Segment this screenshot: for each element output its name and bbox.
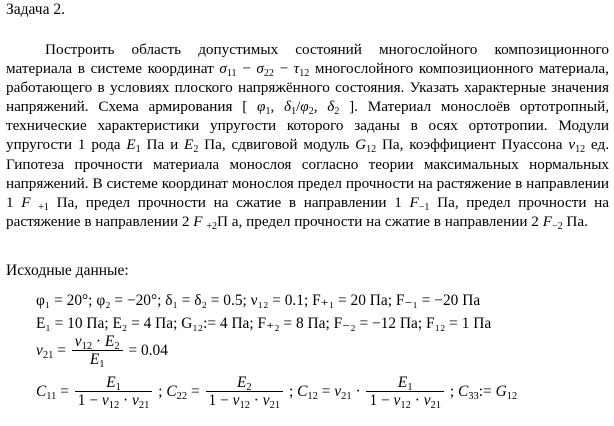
- value-e2: E₂ = 4 Па;: [112, 315, 178, 332]
- value-fm1: F₋₁ = −20 Па: [395, 292, 481, 309]
- value-g12: G₁₂:= 4 Па;: [181, 315, 254, 332]
- value-fp1: F₊₁ = 20 Па;: [312, 292, 392, 309]
- value-f12: F₁₂ = 1 Па: [426, 315, 492, 332]
- value-fm2: F₋₂ = −12 Па;: [333, 315, 423, 332]
- c22-fraction: $\frac{E_2}{1 - \nu_{12} \cdot \nu_{21}}$: [206, 374, 284, 410]
- stiffness-formulas: $C_{11}$ = $\frac{E_1}{1 - \nu_{12} \cdot \nu_{21}}$ ; $C_{22}$ = $\frac{E_2}{1 - \nu_{12} \cdot \nu_{21}}$ ; $C_{12} = \nu_{21}$ · $\frac{E_1}{1 - \nu_{12} \cdot \nu_{21}}$ ; $C_{33}:= G_{12}$: [36, 374, 518, 411]
- value-e1: E₁ = 10 Па;: [36, 315, 109, 332]
- c12-fraction: $\frac{E_1}{1 - \nu_{12} \cdot \nu_{21}}$: [366, 374, 444, 410]
- value-fp2: F₊₂ = 8 Па;: [257, 315, 330, 332]
- nu21-result: = 0.04: [128, 342, 168, 359]
- value-phi2: φ₂ = −20°;: [96, 292, 162, 309]
- nu21-fraction: $\frac{\nu_{12} \cdot E_2}{E_1}$: [72, 333, 123, 369]
- value-delta: δ₁ = δ₂ = 0.5;: [165, 292, 247, 309]
- given-values-row-2: [36, 314, 491, 333]
- value-nu12: ν₁₂ = 0.1;: [250, 292, 309, 309]
- value-phi1: φ₁ = 20°;: [36, 292, 93, 309]
- task-statement: Построить область допустимых состояний многослойного композиционного материала в системе координат $\sigma_{11} - \sigma_{22} - \tau_{12}$ многослойного композиционного материала, работающего в условиях плоского напряжённого состояния. Указать характерные значения напряжений. Схема армирования [ $\varphi_1$, $\delta_1/\varphi_2$, $\delta_2$ ]. Материал монослоёв ортотропный, технические характеристики упругости которого заданы в осях ортотропии. Модули упругости 1 рода $E_1$ Па и $E_2$ Па, сдвиговой модуль $G_{12}$ Па, коэффициент Пуассона $\nu_{12}$ ед. Гипотеза прочности материала монослоя согласно теории максимальных нормальных напряжений. В системе координат монослоя предел прочности на растяжение в направлении 1 F $_{+1}$ Па, предел прочности на сжатие в направлении 1 $F_{-1}$ Па, предел прочности на растяжение в направлении 2 F $_{+2}$П а, предел прочности на сжатие в направлении 2 $F_{-2}$ Па.: [6, 41, 610, 232]
- nu21-formula: $\nu_{21}$ = $\frac{\nu_{12} \cdot E_2}{E_1}$ = 0.04: [36, 333, 168, 370]
- source-data-heading: Исходные данные:: [6, 262, 129, 279]
- task-title: Задача 2.: [6, 1, 65, 18]
- given-values-row-1: [36, 291, 480, 310]
- c11-fraction: $\frac{E_1}{1 - \nu_{12} \cdot \nu_{21}}$: [75, 374, 153, 410]
